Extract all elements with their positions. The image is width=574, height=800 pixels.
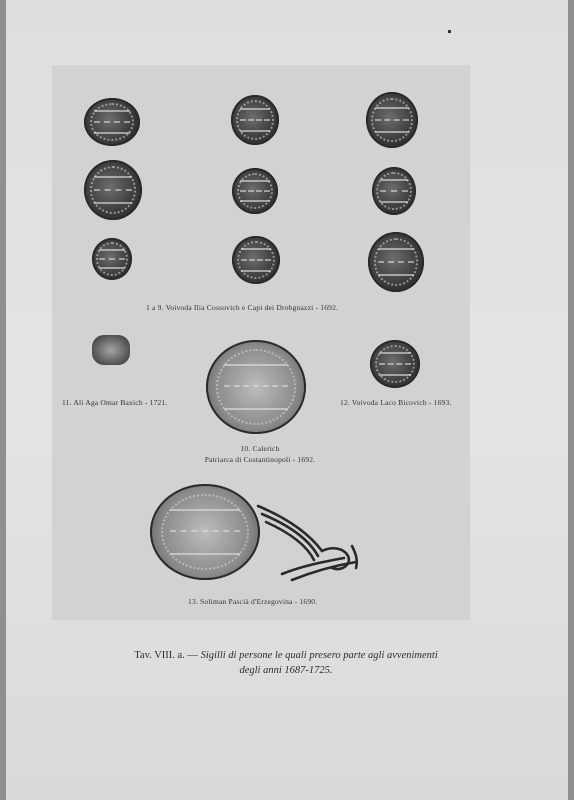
seal-10 — [206, 340, 306, 434]
caption-seal-10-line2: Patriarca di Costantinopoli - 1692. — [204, 455, 316, 464]
caption-seal-12: 12. Voivoda Laco Bicovich - 1693. — [340, 398, 452, 407]
caption-seal-13: 13. Soliman Pascià d'Erzegovina - 1690. — [188, 597, 318, 606]
seal-1 — [84, 98, 140, 146]
seal-2 — [231, 95, 279, 145]
plate-title-line2: degli anni 1687-1725. — [239, 665, 333, 676]
plate-title-line1: Sigilli di persone le quali presero parte agli avvenimenti — [200, 650, 438, 661]
plate-label: Tav. VIII. a. — — [134, 650, 198, 661]
scan-speck — [448, 30, 451, 33]
seal-6 — [372, 167, 416, 215]
caption-seal-11: 11. Ali Aga Omar Baxich - 1721. — [62, 398, 168, 407]
tughra-signature — [252, 496, 372, 586]
seal-11 — [92, 335, 130, 365]
plate-title — [60, 648, 512, 678]
seal-8 — [232, 236, 280, 284]
seal-5 — [232, 168, 278, 214]
seal-12 — [370, 340, 420, 388]
caption-seal-10-line1: 10. Calerich — [240, 444, 280, 453]
caption-seals-1-9: 1 a 9. Voivoda Ilia Cossovich e Capi dei Drobgnazzi - 1692. — [146, 303, 339, 312]
seal-13 — [150, 484, 260, 580]
seal-7 — [92, 238, 132, 280]
seal-9 — [368, 232, 424, 292]
seal-3 — [366, 92, 418, 148]
seal-4 — [84, 160, 142, 220]
